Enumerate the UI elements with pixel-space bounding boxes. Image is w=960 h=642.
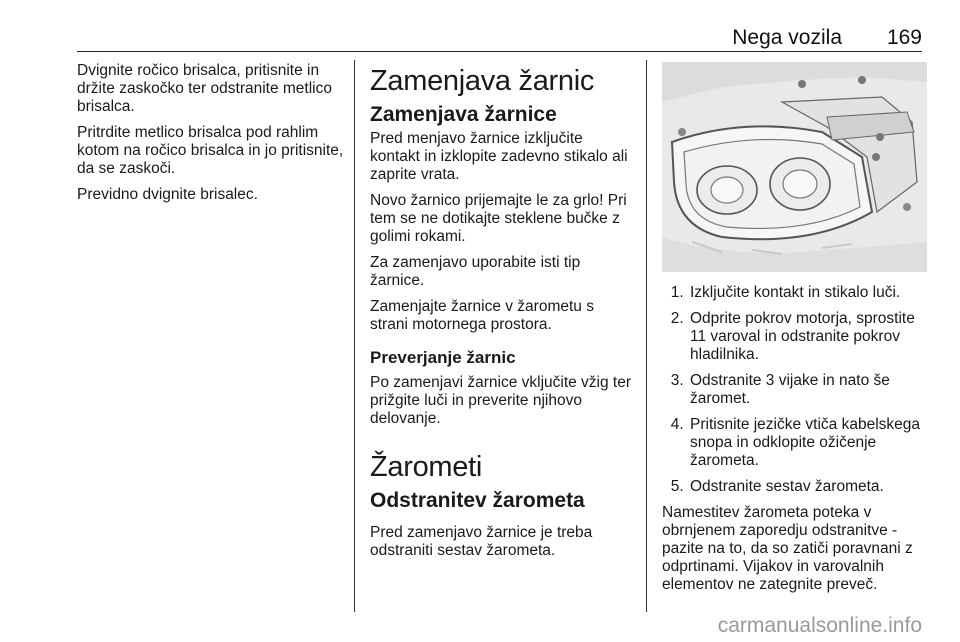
paragraph: Namestitev žarometa poteka v obrnjenem zaporedju odstranitve - pazite na to, da so zatiči poravnani z odprtinami. Vijakov in varovalnih elementov ne zategnite preveč. [662,504,913,593]
column-2 [370,62,635,568]
list-item: 4. Pritisnite jezičke vtiča kabelskega snopa in odklopite ožičenje žarometa. [688,416,927,470]
removal-heading: Odstranitev žarometa [370,489,585,512]
section-title: Nega vozila [732,26,842,49]
paragraph: Previdno dvignite brisalec. [77,186,258,203]
paragraph: Za zamenjavo uporabite isti tip žarnice. [370,254,581,289]
watermark: carmanualsonline.info [717,614,922,637]
paragraph: Pred menjavo žarnice izključite kontakt in izklopite zadevno stikalo ali zaprite vrata. [370,130,628,183]
paragraph: Zamenjajte žarnice v žarometu s strani motornega prostora. [370,298,594,333]
list-item: 2. Odprite pokrov motorja, sprostite 11 varoval in odstranite pokrov hladilnika. [688,310,927,364]
column-divider-right [646,60,647,612]
removal-steps [662,284,927,496]
list-item: 5. Odstranite sestav žarometa. [688,478,927,496]
paragraph: Dvignite ročico brisalca, pritisnite in držite zaskočko ter odstranite metlico brisalca. [77,62,332,115]
page-number: 169 [886,26,922,49]
headlight-assembly-illustration [662,62,927,272]
headlights-heading: Žarometi [370,451,483,483]
header-divider [77,51,922,52]
check-heading: Preverjanje žarnic [370,348,516,367]
list-item: 1. Izključite kontakt in stikalo luči. [688,284,927,302]
paragraph: Pred zamenjavo žarnice je treba odstraniti sestav žarometa. [370,524,593,559]
list-item: 3. Odstranite 3 vijake in nato še žaromet. [688,372,927,408]
paragraph: Novo žarnico prijemajte le za grlo! Pri tem se ne dotikajte steklene bučke z golimi rokami. [370,192,627,245]
sub-heading: Zamenjava žarnice [370,103,557,126]
page-header [0,0,960,56]
paragraph: Pritrdite metlico brisalca pod rahlim kotom na ročico brisalca in jo pritisnite, da se zaskoči. [77,124,344,177]
paragraph: Po zamenjavi žarnice vključite vžig ter prižgite luči in preverite njihovo delovanje. [370,374,632,427]
column-1 [77,62,347,212]
main-heading: Zamenjava žarnic [370,65,595,97]
column-divider-left [354,60,355,612]
column-3 [662,62,927,602]
